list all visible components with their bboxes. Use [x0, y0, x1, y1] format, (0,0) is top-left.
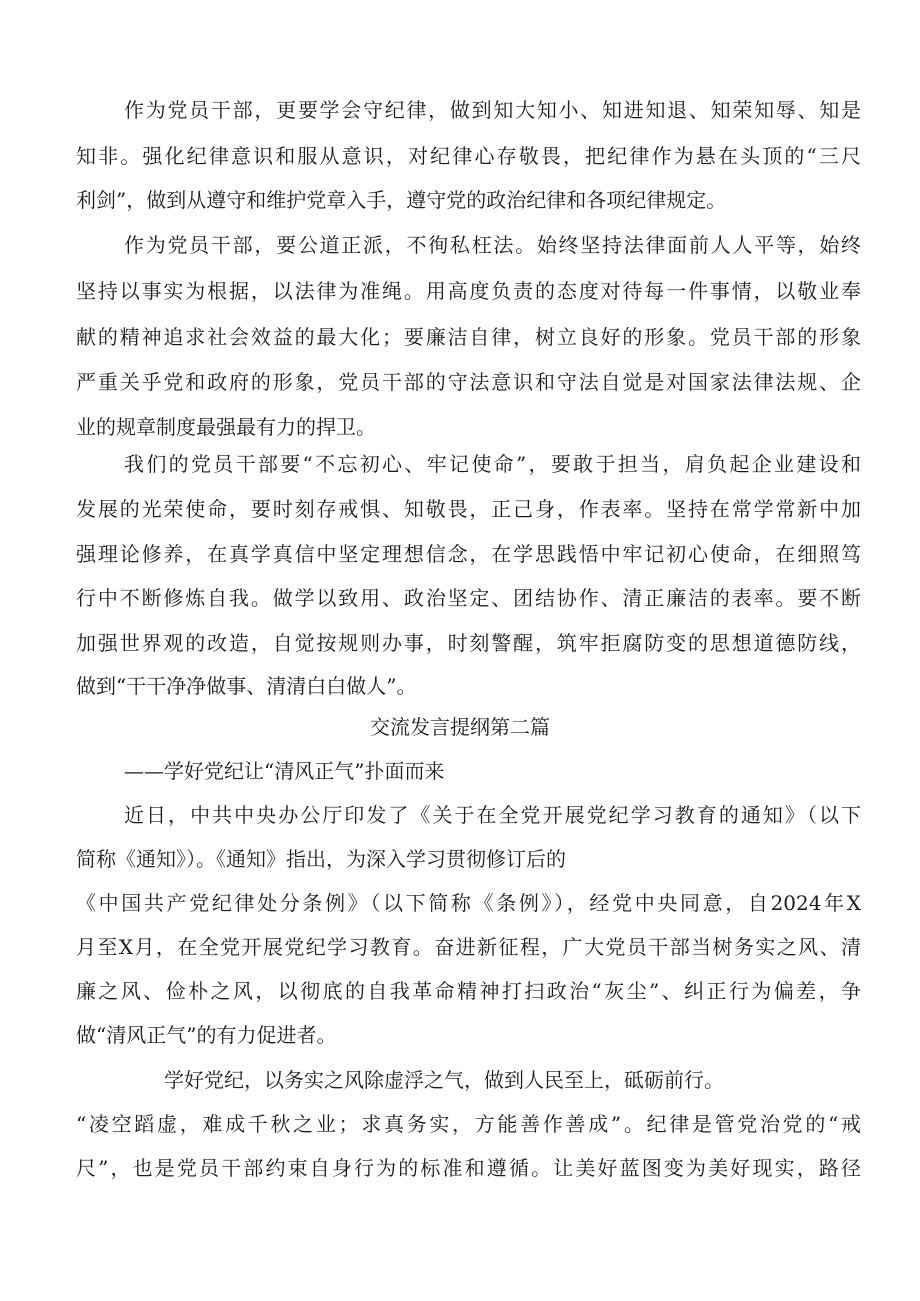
- paragraph-line: 加强世界观的改造，自觉按规则办事，时刻警醒，筑牢拒腐防变的思想道德防线，: [76, 631, 861, 655]
- paragraph-line: 利剑”，做到从遵守和维护党章入手，遵守党的政治纪律和各项纪律规定。: [76, 188, 727, 212]
- paragraph-line: 月至X月，在全党开展党纪学习教育。奋进新征程，广大党员干部当树务实之风、清: [76, 935, 861, 959]
- paragraph-line: 作为党员干部，更要学会守纪律，做到知大知小、知进知退、知荣知辱、知是: [124, 98, 861, 122]
- paragraph-line: 业的规章制度最强最有力的捍卫。: [76, 415, 376, 439]
- paragraph-line: 做到“干干净净做事、清清白白做人”。: [76, 674, 417, 698]
- paragraph-line: 行中不断修炼自我。做学以致用、政治坚定、团结协作、清正廉洁的表率。要不断: [76, 586, 861, 610]
- paragraph-line: “凌空蹈虚，难成千秋之业；求真务实，方能善作善成”。纪律是管党治党的“戒: [76, 1112, 861, 1136]
- paragraph-line: 坚持以事实为根据，以法律为准绳。用高度负责的态度对待每一件事情，以敬业奉: [76, 279, 861, 303]
- paragraph-line: 严重关乎党和政府的形象，党员干部的守法意识和守法自觉是对国家法律法规、企: [76, 370, 861, 394]
- paragraph-line: 强理论修养，在真学真信中坚定理想信念，在学思践悟中牢记初心使命，在细照笃: [76, 542, 861, 566]
- paragraph-line: 知非。强化纪律意识和服从意识，对纪律心存敬畏，把纪律作为悬在头顶的“三尺: [76, 144, 861, 168]
- paragraph-line: 作为党员干部，要公道正派，不徇私枉法。始终坚持法律面前人人平等，始终: [124, 233, 861, 257]
- paragraph-line: 简称《通知》）。《通知》指出，为深入学习贯彻修订后的: [76, 847, 566, 871]
- paragraph-line: 发展的光荣使命，要时刻存戒惧、知敬畏，正己身，作表率。坚持在常学常新中加: [76, 497, 861, 521]
- paragraph-line: 《中国共产党纪律处分条例》（以下简称《条例》），经党中央同意，自2024年X: [76, 891, 861, 915]
- paragraph-line: 廉之风、俭朴之风，以彻底的自我革命精神打扫政治“灰尘”、纠正行为偏差，争: [76, 979, 861, 1003]
- paragraph-line: 近日，中共中央办公厅印发了《关于在全党开展党纪学习教育的通知》（以下: [124, 803, 861, 827]
- paragraph-line: 我们的党员干部要“不忘初心、牢记使命”，要敢于担当，肩负起企业建设和: [124, 452, 861, 476]
- paragraph-line: 学好党纪，以务实之风除虚浮之气，做到人民至上，砥砺前行。: [164, 1068, 724, 1092]
- section-title: 交流发言提纲第二篇: [370, 715, 550, 739]
- paragraph-line: 做“清风正气”的有力促进者。: [76, 1023, 337, 1047]
- section-subtitle: ——学好党纪让“清风正气”扑面而来: [124, 759, 445, 783]
- paragraph-line: 尺”，也是党员干部约束自身行为的标准和遵循。让美好蓝图变为美好现实，路径: [76, 1156, 861, 1180]
- paragraph-line: 献的精神追求社会效益的最大化；要廉洁自律，树立良好的形象。党员干部的形象: [76, 325, 861, 349]
